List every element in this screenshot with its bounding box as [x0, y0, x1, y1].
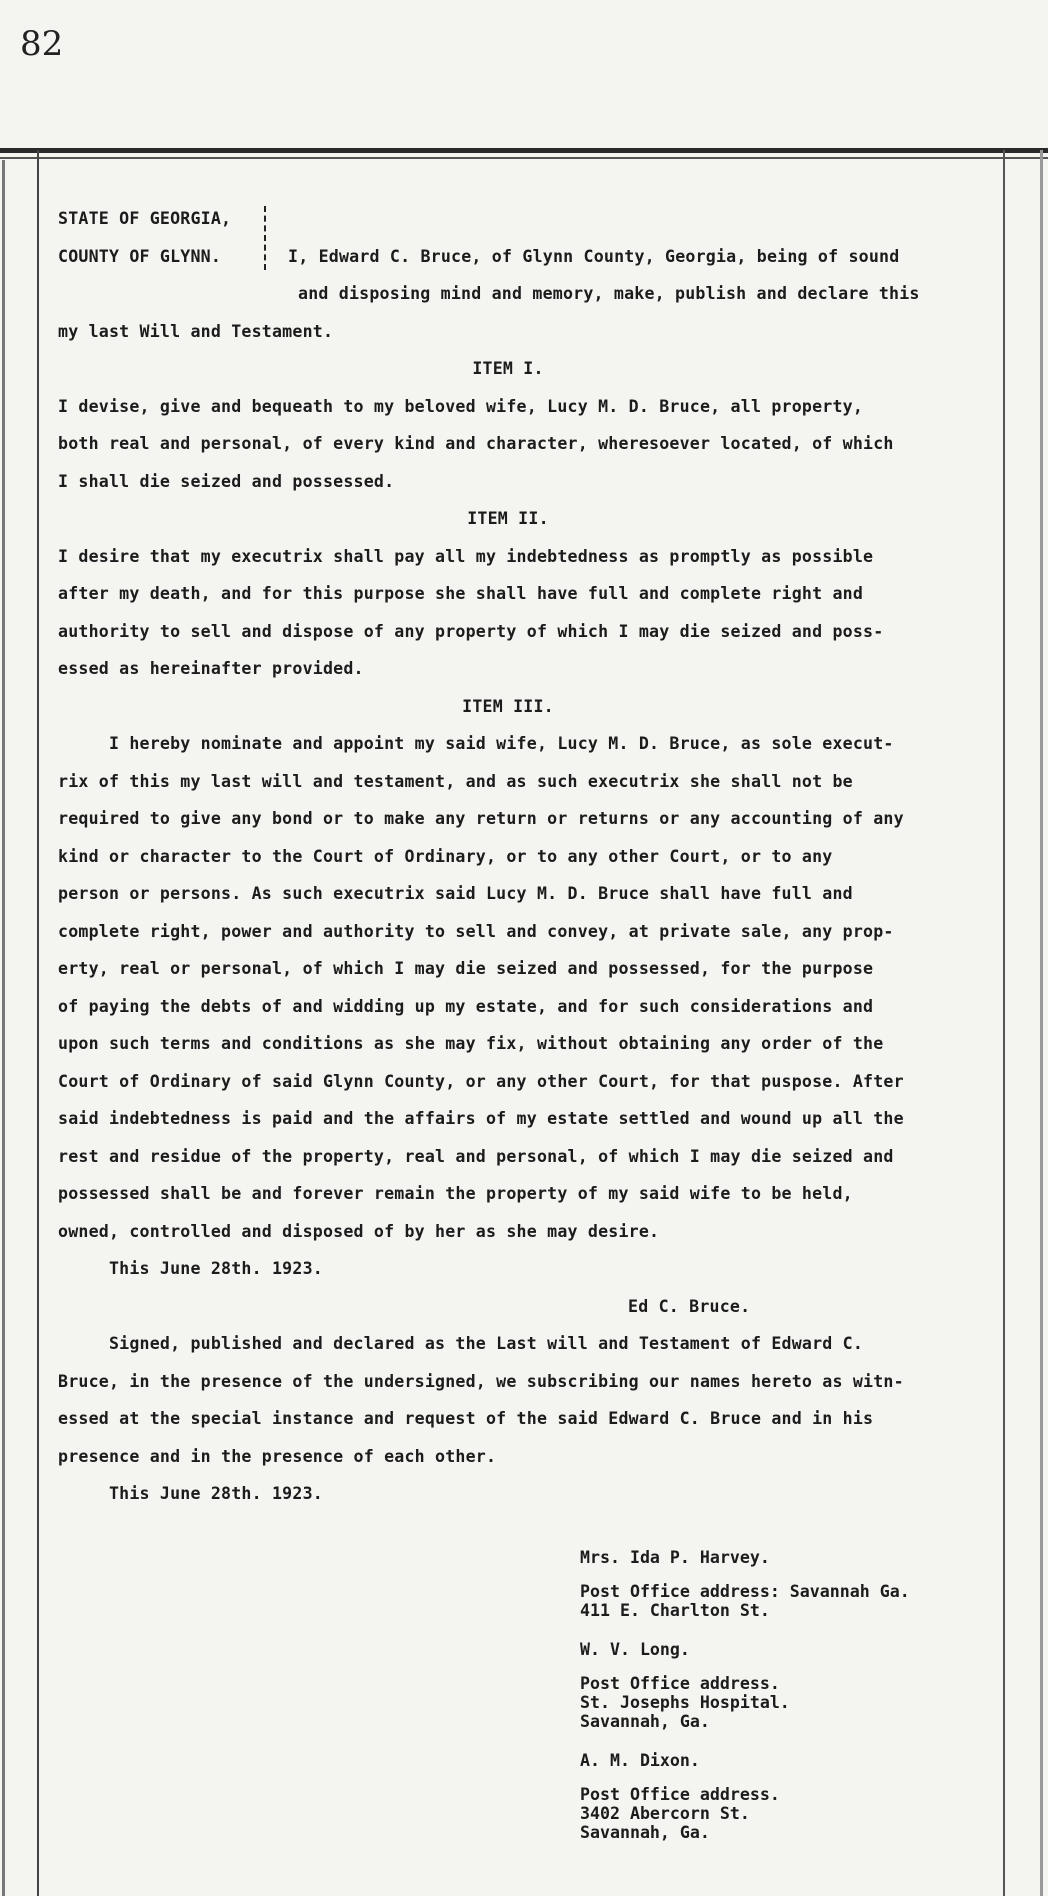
item-3-line: said indebtedness is paid and the affairs of my estate settled and wound up all the — [58, 1109, 904, 1128]
item-1-line: both real and personal, of every kind and character, wheresoever located, of which — [58, 434, 894, 453]
item-3-line: possessed shall be and forever remain the property of my said wife to be held, — [58, 1184, 853, 1203]
intro-line-2: and disposing mind and memory, make, publish and declare this — [298, 284, 920, 303]
witness-address: Post Office address. St. Josephs Hospital. Savannah, Ga. — [580, 1674, 790, 1731]
intro-line-3: my last Will and Testament. — [58, 321, 334, 341]
item-2-line: authority to sell and dispose of any property of which I may die seized and poss- — [58, 621, 884, 641]
item-1-heading: ITEM I. — [472, 359, 544, 378]
right-margin-rule-outer — [1040, 150, 1043, 1896]
left-margin-rule-outer — [2, 160, 5, 1896]
witness-block — [580, 1548, 910, 1862]
caption-row-state — [58, 200, 1018, 238]
item-3-line: rix of this my last will and testament, and as such executrix she shall not be — [58, 771, 853, 791]
item-3-line: Court of Ordinary of said Glynn County, or any other Court, for that puspose. After — [58, 1071, 904, 1091]
attestation-line: Bruce, in the presence of the undersigned, we subscribing our names hereto as witn- — [58, 1371, 904, 1391]
item-1-line: I devise, give and bequeath to my beloved wife, Lucy M. D. Bruce, all property, — [58, 396, 864, 416]
attestation-line: Signed, published and declared as the Last will and Testament of Edward C. — [58, 1334, 864, 1353]
left-margin-rule — [37, 150, 39, 1896]
caption-row-county — [58, 238, 1018, 276]
attestation-line: presence and in the presence of each other. — [58, 1446, 497, 1466]
item-3-line: complete right, power and authority to sell and convey, at private sale, any prop- — [58, 921, 894, 941]
witness-address: Post Office address: Savannah Ga. 411 E. Charlton St. — [580, 1582, 910, 1620]
item-2-line: essed as hereinafter provided. — [58, 659, 364, 678]
item-3-line: person or persons. As such executrix said Lucy M. D. Bruce shall have full and — [58, 884, 853, 903]
will-document-body — [58, 200, 1018, 1513]
witness-name: A. M. Dixon. — [580, 1751, 700, 1770]
witness-address: Post Office address. 3402 Abercorn St. Savannah, Ga. — [580, 1785, 780, 1842]
item-2-line: after my death, and for this purpose she shall have full and complete right and — [58, 584, 864, 603]
page-number: 82 — [20, 24, 64, 64]
attestation-line: essed at the special instance and request of the said Edward C. Bruce and in his — [58, 1409, 874, 1428]
item-3-line: I hereby nominate and appoint my said wife, Lucy M. D. Bruce, as sole execut- — [58, 734, 894, 753]
caption-state: STATE OF GEORGIA, — [58, 209, 232, 228]
item-3-line: of paying the debts of and widding up my estate, and for such considerations and — [58, 996, 874, 1016]
witness-name: Mrs. Ida P. Harvey. — [580, 1548, 770, 1567]
item-2-line: I desire that my executrix shall pay all my indebtedness as promptly as possible — [58, 546, 874, 566]
caption-county: COUNTY OF GLYNN. — [58, 246, 222, 266]
item-2-heading: ITEM II. — [467, 509, 549, 528]
item-3-line: erty, real or personal, of which I may die seized and possessed, for the purpose — [58, 959, 874, 978]
top-rule — [0, 148, 1048, 153]
item-3-line: upon such terms and conditions as she may fix, without obtaining any order of the — [58, 1034, 884, 1053]
item-3-line: kind or character to the Court of Ordinary, or to any other Court, or to any — [58, 846, 833, 866]
item-3-line: required to give any bond or to make any return or returns or any accounting of any — [58, 809, 904, 828]
item-1-line: I shall die seized and possessed. — [58, 471, 395, 491]
date-line: This June 28th. 1923. — [58, 1259, 323, 1278]
testator-signature: Ed C. Bruce. — [628, 1296, 751, 1316]
witness-name: W. V. Long. — [580, 1640, 690, 1659]
intro-line-1: I, Edward C. Bruce, of Glynn County, Georgia, being of sound — [288, 246, 900, 266]
item-3-line: owned, controlled and disposed of by her as she may desire. — [58, 1221, 660, 1241]
item-3-heading: ITEM III. — [462, 696, 554, 716]
attestation-date: This June 28th. 1923. — [58, 1484, 323, 1503]
top-rule-secondary — [0, 157, 1048, 159]
item-3-line: rest and residue of the property, real and personal, of which I may die seized and — [58, 1146, 894, 1166]
